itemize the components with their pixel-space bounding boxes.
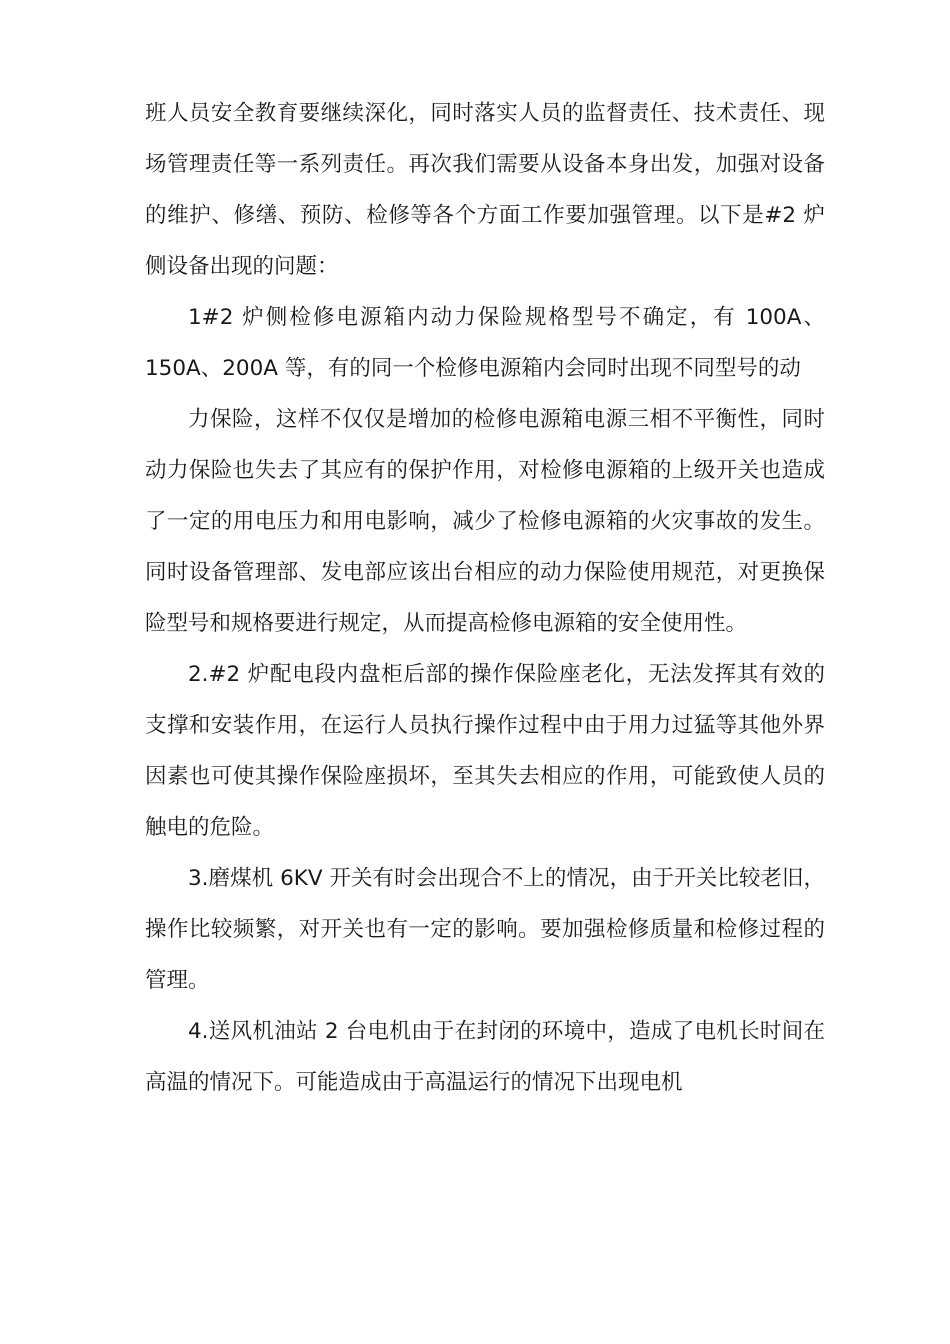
paragraph-item-1: 1#2 炉侧检修电源箱内动力保险规格型号不确定，有 100A、150A、200A 等，有的同一个检修电源箱内会同时出现不同型号的动 [145,305,825,381]
paragraph-item-4: 4.送风机油站 2 台电机由于在封闭的环境中，造成了电机长时间在高温的情况下。可能造成由于高温运行的情况下出现电机 [145,1019,825,1095]
paragraph-item-2: 2.#2 炉配电段内盘柜后部的操作保险座老化，无法发挥其有效的支撑和安装作用，在运行人员执行操作过程中由于用力过猛等其他外界因素也可使其操作保险座损坏，至其失去相应的作用，可能致使人员的触电的危险。 [145,662,825,840]
paragraph-item-3: 3.磨煤机 6KV 开关有时会出现合不上的情况，由于开关比较老旧，操作比较频繁，对开关也有一定的影响。要加强检修质量和检修过程的管理。 [145,866,825,993]
paragraph-continuation: 班人员安全教育要继续深化，同时落实人员的监督责任、技术责任、现场管理责任等一系列责任。再次我们需要从设备本身出发，加强对设备的维护、修缮、预防、检修等各个方面工作要加强管理。以下是#2 炉侧设备出现的问题： [145,101,825,279]
paragraph-item-1-continued: 力保险，这样不仅仅是增加的检修电源箱电源三相不平衡性，同时动力保险也失去了其应有的保护作用，对检修电源箱的上级开关也造成了一定的用电压力和用电影响，减少了检修电源箱的火灾事故的发生。同时设备管理部、发电部应该出台相应的动力保险使用规范，对更换保险型号和规格要进行规定，从而提高检修电源箱的安全使用性。 [145,407,825,636]
document-body [145,88,825,1108]
